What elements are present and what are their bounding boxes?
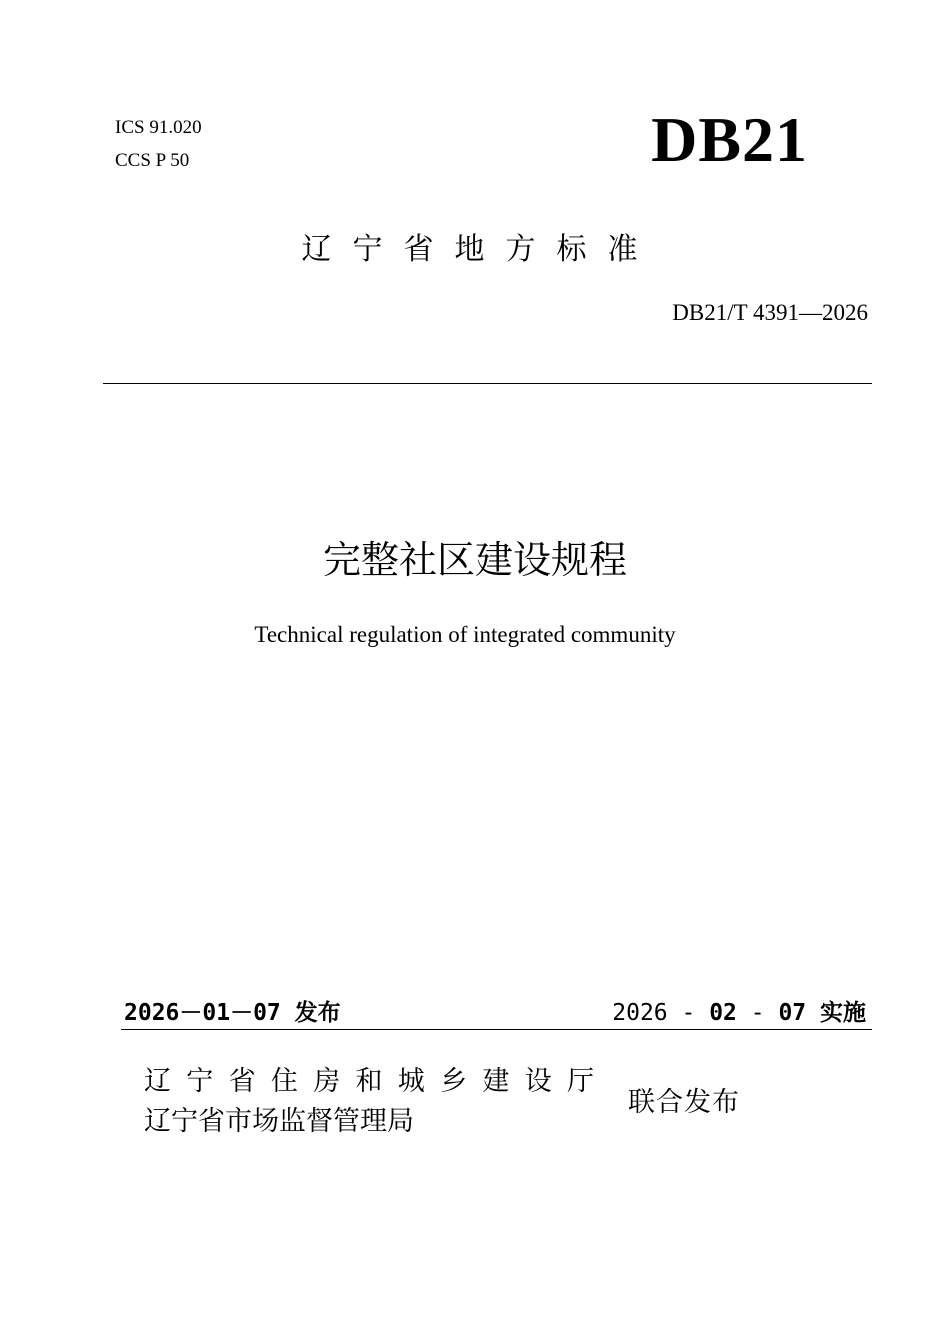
issuing-authorities	[144, 1062, 609, 1142]
standard-number: DB21/T 4391—2026	[672, 300, 868, 325]
ccs-code: CCS P 50	[115, 150, 190, 171]
implementation-year: 2026	[612, 1000, 668, 1026]
issue-date: 2026－01－07 发布	[124, 1000, 341, 1026]
implementation-day: 07	[778, 1000, 807, 1026]
bottom-divider	[121, 1029, 872, 1030]
joint-release-label: 联合发布	[628, 1087, 740, 1118]
implementation-label: 实施	[820, 1000, 866, 1026]
title-chinese: 完整社区建设规程	[322, 538, 627, 582]
implementation-month: 02	[709, 1000, 737, 1026]
top-divider	[103, 383, 872, 384]
implementation-date: 2026 - 02 - 07 实施	[612, 1000, 866, 1026]
standard-logo: DB21	[651, 104, 808, 175]
classification-codes	[115, 111, 202, 177]
issuer-market-regulation-bureau: 辽宁省市场监督管理局	[144, 1106, 414, 1137]
dates-row	[124, 996, 866, 1030]
ics-code: ICS 91.020	[115, 117, 202, 138]
issuer-housing-department: 辽宁省住房和城乡建设厅	[144, 1066, 610, 1097]
standard-type: 辽宁省地方标准	[301, 232, 659, 267]
title-english: Technical regulation of integrated community	[254, 622, 676, 647]
